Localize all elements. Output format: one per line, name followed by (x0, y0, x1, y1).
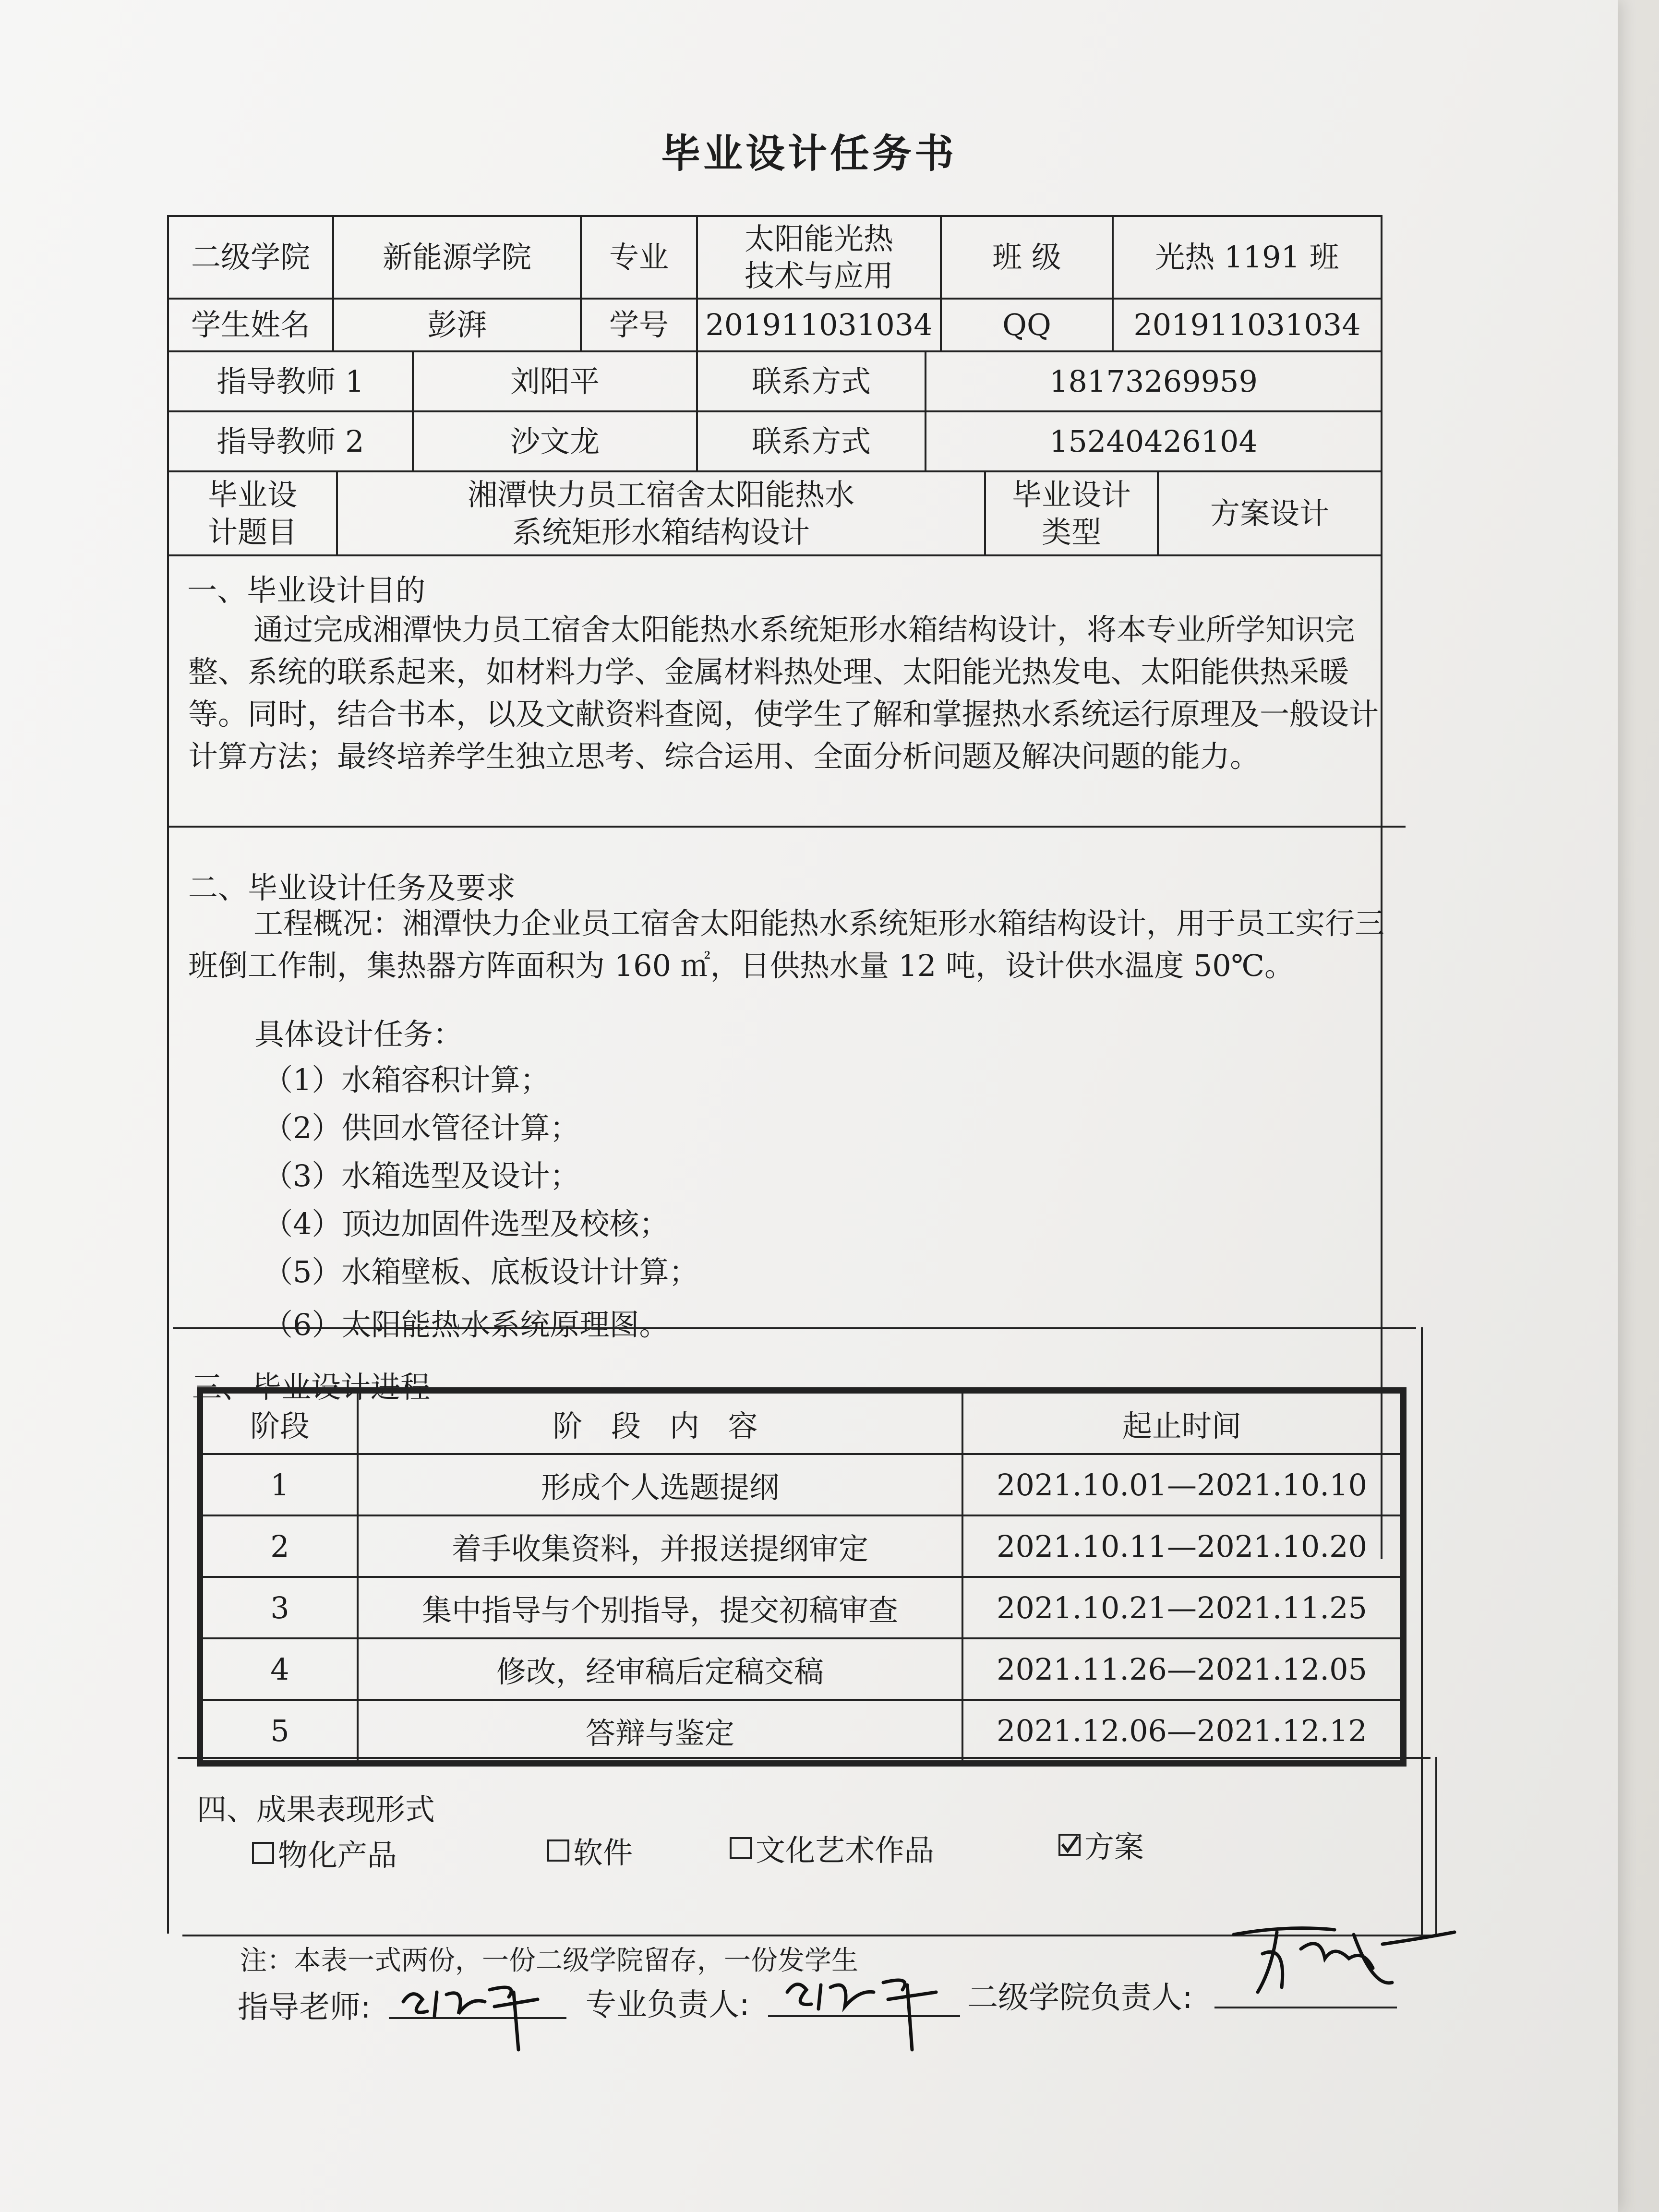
qq-value: 201911031034 (1133, 307, 1361, 343)
checkbox-icon[interactable] (547, 1839, 569, 1862)
section-divider (178, 1757, 1431, 1759)
option-plan[interactable] (1058, 1823, 1144, 1866)
task-item: （1）水箱容积计算； (263, 1062, 550, 1097)
topic-label: 毕业设计题目 (207, 477, 297, 550)
table-row (202, 1515, 1401, 1577)
section2-overview: 工程概况：湘潭快力企业员工宿舍太阳能热水系统矩形水箱结构设计，用于员工实行三班倒工作制，集热器方阵面积为 160 ㎡，日供热水量 12 吨，设计供水温度 50℃。 (188, 906, 1385, 983)
content-cell: 着手收集资料，并报送提纲审定 (358, 1515, 962, 1577)
contact2-value: 15240426104 (1049, 423, 1258, 459)
major-head-label: 专业负责人: (586, 1987, 750, 2023)
date-cell: 2021.12.06—2021.12.12 (962, 1700, 1401, 1761)
option-label: 文化艺术作品 (756, 1833, 935, 1868)
table-header-row (202, 1393, 1401, 1454)
option-software[interactable] (547, 1829, 633, 1872)
section-divider (173, 1327, 1416, 1329)
section-divider (167, 826, 1406, 828)
option-culture-art[interactable] (730, 1827, 934, 1869)
stage-cell: 5 (202, 1700, 358, 1761)
college-head-label: 二级学院负责人: (967, 1980, 1193, 2016)
checkbox-icon[interactable] (252, 1842, 274, 1864)
major-value: 太阳能光热技术与应用 (744, 221, 893, 293)
column-header: 阶 段 内 容 (358, 1393, 962, 1454)
task-item: （3）水箱选型及设计； (263, 1158, 580, 1193)
option-label: 软件 (573, 1835, 633, 1870)
content-cell: 形成个人选题提纲 (358, 1454, 962, 1515)
contact1-label: 联系方式 (751, 363, 871, 399)
section1-heading: 一、毕业设计目的 (187, 573, 426, 608)
student-label: 学生姓名 (191, 307, 310, 343)
advisor-signature (394, 1973, 566, 2055)
topic-value: 湘潭快力员工宿舍太阳能热水系统矩形水箱结构设计 (467, 477, 854, 550)
section-border (1435, 1757, 1437, 1936)
teacher1-value: 刘阳平 (510, 363, 600, 399)
qq-label: QQ (1002, 307, 1051, 343)
id-label: 学号 (609, 307, 669, 343)
content-cell: 答辩与鉴定 (358, 1700, 962, 1761)
tasks-intro: 具体设计任务： (254, 1017, 463, 1052)
stage-cell: 3 (202, 1577, 358, 1638)
table-row (202, 1700, 1401, 1761)
content-cell: 修改，经审稿后定稿交稿 (358, 1638, 962, 1700)
id-value: 201911031034 (705, 307, 933, 343)
date-cell: 2021.11.26—2021.12.05 (962, 1638, 1401, 1700)
college-head-signature (1229, 1915, 1459, 2011)
teacher2-label: 指导教师 2 (216, 423, 364, 459)
college-value: 新能源学院 (382, 240, 531, 275)
section2-heading: 二、毕业设计任务及要求 (188, 870, 516, 905)
checkbox-icon[interactable] (730, 1837, 752, 1859)
task-item: （6）太阳能热水系统原理图。 (263, 1307, 669, 1342)
type-label: 毕业设计类型 (1011, 477, 1131, 550)
stage-cell: 2 (202, 1515, 358, 1577)
major-label: 专业 (609, 240, 669, 275)
college-label: 二级学院 (191, 240, 310, 275)
class-value: 光热 1191 班 (1155, 240, 1339, 275)
student-value: 彭湃 (427, 307, 487, 343)
section1-text: 通过完成湘潭快力员工宿舍太阳能热水系统矩形水箱结构设计，将本专业所学知识完整、系统的联系起来，如材料力学、金属材料热处理、太阳能光热发电、太阳能供热采暖等。同时，结合书本，以及文献资料查阅，使学生了解和掌握热水系统运行原理及一般设计计算方法；最终培养学生独立思考、综合运用、全面分析问题及解决问题的能力。 (188, 612, 1379, 774)
section-border (1421, 1327, 1423, 1937)
advisor-label: 指导老师: (238, 1990, 371, 2025)
footer-note: 注：本表一式两份，一份二级学院留存，一份发学生 (240, 1945, 858, 1976)
column-header: 阶段 (202, 1393, 358, 1454)
date-cell: 2021.10.01—2021.10.10 (962, 1454, 1401, 1515)
page-title: 毕业设计任务书 (661, 131, 957, 177)
option-label: 物化产品 (278, 1838, 397, 1873)
stage-cell: 4 (202, 1638, 358, 1700)
type-value: 方案设计 (1210, 495, 1329, 531)
table-row (202, 1638, 1401, 1700)
date-cell: 2021.10.21—2021.11.25 (962, 1577, 1401, 1638)
contact1-value: 18173269959 (1049, 363, 1258, 399)
option-physical-product[interactable] (252, 1831, 397, 1874)
major-head-signature (773, 1963, 965, 2055)
class-label: 班 级 (992, 240, 1061, 275)
task-item: （4）顶边加固件选型及校核； (263, 1206, 669, 1241)
section4-heading: 四、成果表现形式 (197, 1792, 435, 1827)
info-table-line (167, 554, 1381, 556)
checkbox-checked-icon[interactable] (1058, 1834, 1081, 1856)
stage-cell: 1 (202, 1454, 358, 1515)
date-cell: 2021.10.11—2021.10.20 (962, 1515, 1401, 1577)
teacher2-value: 沙文龙 (510, 423, 600, 459)
content-cell: 集中指导与个别指导，提交初稿审查 (358, 1577, 962, 1638)
section3-heading: 三、毕业设计进程 (192, 1370, 431, 1405)
info-table-line (1381, 215, 1382, 1559)
schedule-table (197, 1387, 1407, 1767)
task-item: （2）供回水管径计算； (263, 1110, 580, 1145)
contact2-label: 联系方式 (751, 423, 871, 459)
teacher1-label: 指导教师 1 (216, 363, 364, 399)
table-row (202, 1454, 1401, 1515)
column-header: 起止时间 (962, 1393, 1401, 1454)
task-item: （5）水箱壁板、底板设计计算； (263, 1254, 699, 1289)
table-row (202, 1577, 1401, 1638)
option-label: 方案 (1084, 1829, 1144, 1864)
